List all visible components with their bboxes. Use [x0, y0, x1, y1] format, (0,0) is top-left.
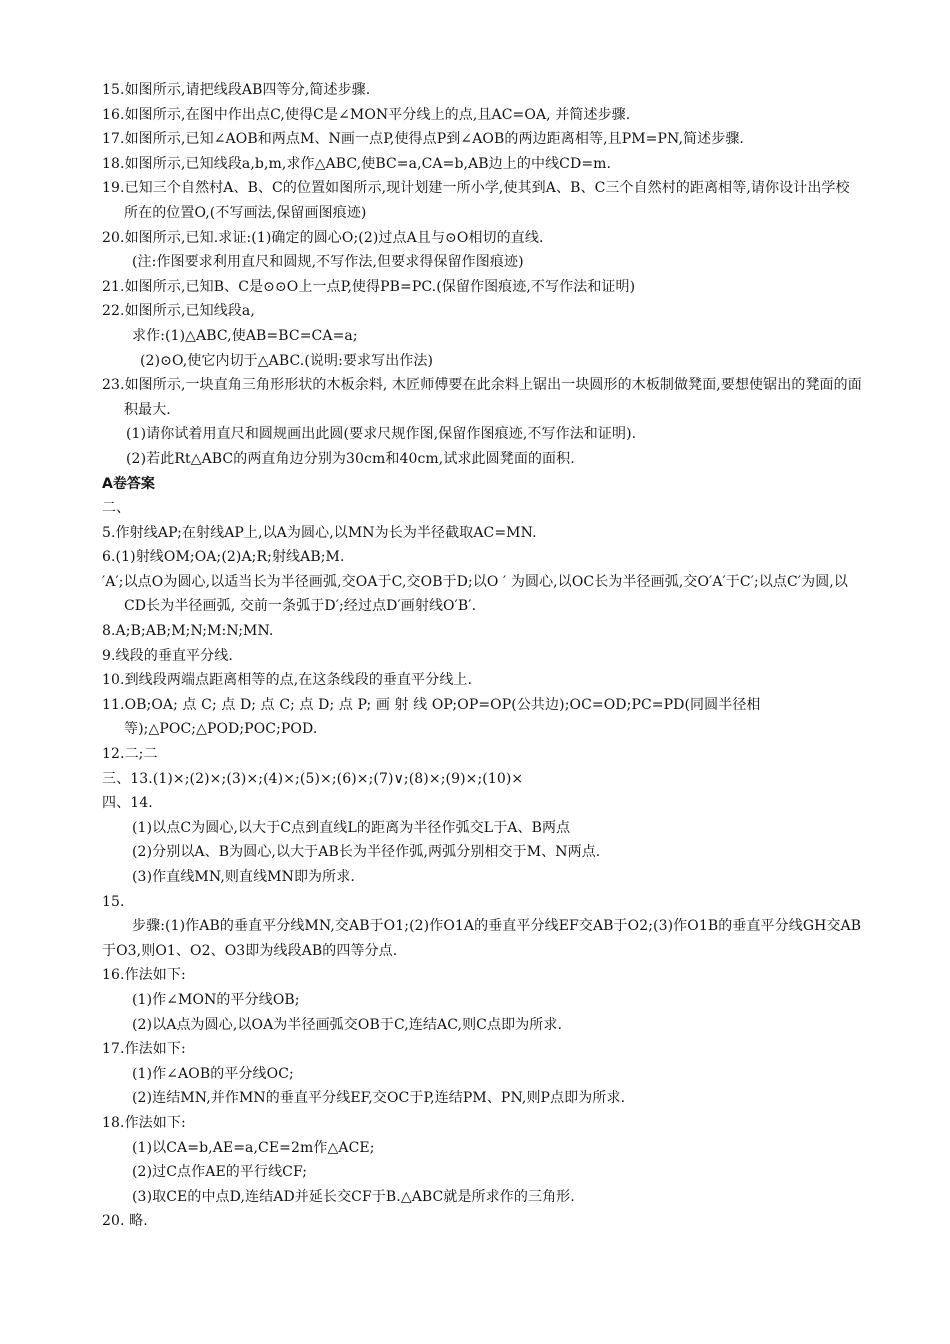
- question-23: 23.如图所示,一块直角三角形形状的木板余料, 木匠师傅要在此余料上锯出一块圆形的木板制做凳面,要想使锯出的凳面的面积最大.: [102, 377, 862, 418]
- answer-16-step-2: (2)以A点为圆心,以OA为半径画弧交OB于C,连结AC,则C点即为所求.: [132, 1016, 563, 1033]
- question-16: 16.如图所示,在图中作出点C,使得C是∠MON平分线上的点,且AC=OA, 并简述步骤.: [102, 106, 631, 123]
- answer-18-step-3: (3)取CE的中点D,连结AD并延长交CF于B.△ABC就是所求作的三角形.: [132, 1188, 575, 1205]
- answer-9: 9.线段的垂直平分线.: [102, 647, 233, 664]
- question-15: 15.如图所示,请把线段AB四等分,简述步骤.: [102, 82, 371, 98]
- question-20: 20.如图所示,已知.求证:(1)确定的圆心O;(2)过点A且与⊙O相切的直线.: [102, 229, 544, 246]
- answer-20: 20. 略.: [102, 1213, 148, 1230]
- question-21: 21.如图所示,已知B、C是⊙⊙O上一点P,使得PB=PC.(保留作图痕迹,不写作法和证明): [102, 278, 636, 295]
- question-23-part-1: (1)请你试着用直尺和圆规画出此圆(要求尺规作图,保留作图痕迹,不写作法和证明).: [126, 426, 637, 443]
- answer-5: 5.作射线AP;在射线AP上,以A为圆心,以MN为长为半径截取AC=MN.: [102, 524, 537, 541]
- answer-16-step-1: (1)作∠MON的平分线OB;: [132, 991, 300, 1008]
- answer-17-step-2: (2)连结MN,并作MN的垂直平分线EF,交OC于P,连结PM、PN,则P点即为所求.: [132, 1090, 626, 1107]
- question-22-part-1: 求作:(1)△ABC,使AB=BC=CA=a;: [132, 327, 358, 344]
- answer-15: 15.: [102, 893, 125, 910]
- answer-7: ′A′;以点O为圆心,以适当长为半径画弧,交OA于C,交OB于D;以O ′ 为圆心,以OC长为半径画弧,交O′A′于C′;以点C′为圆,以CD长为半径画弧, 交前一条弧于D′;经过点D′画射线O′B′.: [102, 573, 848, 615]
- question-19: 19.已知三个自然村A、B、C的位置如图所示,现计划建一所小学,使其到A、B、C三个自然村的距离相等,请你设计出学校所在的位置O,(不写画法,保留画图痕迹): [102, 180, 850, 221]
- answer-14-step-3: (3)作直线MN,则直线MN即为所求.: [132, 869, 355, 885]
- question-18: 18.如图所示,已知线段a,b,m,求作△ABC,使BC=a,CA=b,AB边上的中线CD=m.: [102, 155, 612, 172]
- answer-18: 18.作法如下:: [102, 1114, 186, 1131]
- answer-10: 10.到线段两端点距离相等的点,在这条线段的垂直平分线上.: [102, 672, 473, 689]
- answer-14-step-1: (1)以点C为圆心,以大于C点到直线L的距离为半径作弧交L于A、B两点: [132, 819, 571, 836]
- question-22-part-2: (2)⊙O,使它内切于△ABC.(说明:要求写出作法): [140, 352, 434, 369]
- answer-15-steps: 步骤:(1)作AB的垂直平分线MN,交AB于O1;(2)作O1A的垂直平分线EF交AB于O2;(3)作O1B的垂直平分线GH交AB于O3,则O1、O2、O3即为线段AB的四等分点.: [102, 918, 862, 959]
- answer-17: 17.作法如下:: [102, 1041, 186, 1058]
- question-22: 22.如图所示,已知线段a,: [102, 303, 255, 320]
- answer-16: 16.作法如下:: [102, 967, 186, 984]
- answer-14: 四、14.: [102, 795, 153, 812]
- answer-8: 8.A;B;AB;M;N;M:N;MN.: [102, 623, 274, 640]
- answer-11: 11.OB;OA; 点 C; 点 D; 点 C; 点 D; 点 P; 画 射 线 OP;OP=OP(公共边);OC=OD;PC=PD(同圆半径相等);△POC;△POD;POC;POD.: [102, 696, 761, 738]
- answer-14-step-2: (2)分别以A、B为圆心,以大于AB长为半径作弧,两弧分别相交于M、N两点.: [132, 844, 601, 861]
- answer-17-step-1: (1)作∠AOB的平分线OC;: [132, 1065, 294, 1082]
- answer-6: 6.(1)射线OM;OA;(2)A;R;射线AB;M.: [102, 549, 345, 566]
- answer-section-2: 二、: [102, 500, 131, 517]
- document-page: [102, 78, 862, 1234]
- answer-18-step-1: (1)以CA=b,AE=a,CE=2m作△ACE;: [132, 1139, 375, 1156]
- question-17: 17.如图所示,已知∠AOB和两点M、N画一点P,使得点P到∠AOB的两边距离相等,且PM=PN,简述步骤.: [102, 131, 744, 148]
- answer-18-step-2: (2)过C点作AE的平行线CF;: [132, 1164, 308, 1181]
- answer-13: 三、13.(1)×;(2)×;(3)×;(4)×;(5)×;(6)×;(7)∨;(8)×;(9)×;(10)×: [102, 770, 524, 787]
- question-23-part-2: (2)若此Rt△ABC的两直角边分别为30cm和40cm,试求此圆凳面的面积.: [126, 450, 575, 467]
- question-20-note: (注:作图要求利用直尺和圆规,不写作法,但要求得保留作图痕迹): [132, 254, 524, 271]
- answers-title: A卷答案: [102, 475, 155, 492]
- answer-12: 12.二;二: [102, 746, 158, 763]
